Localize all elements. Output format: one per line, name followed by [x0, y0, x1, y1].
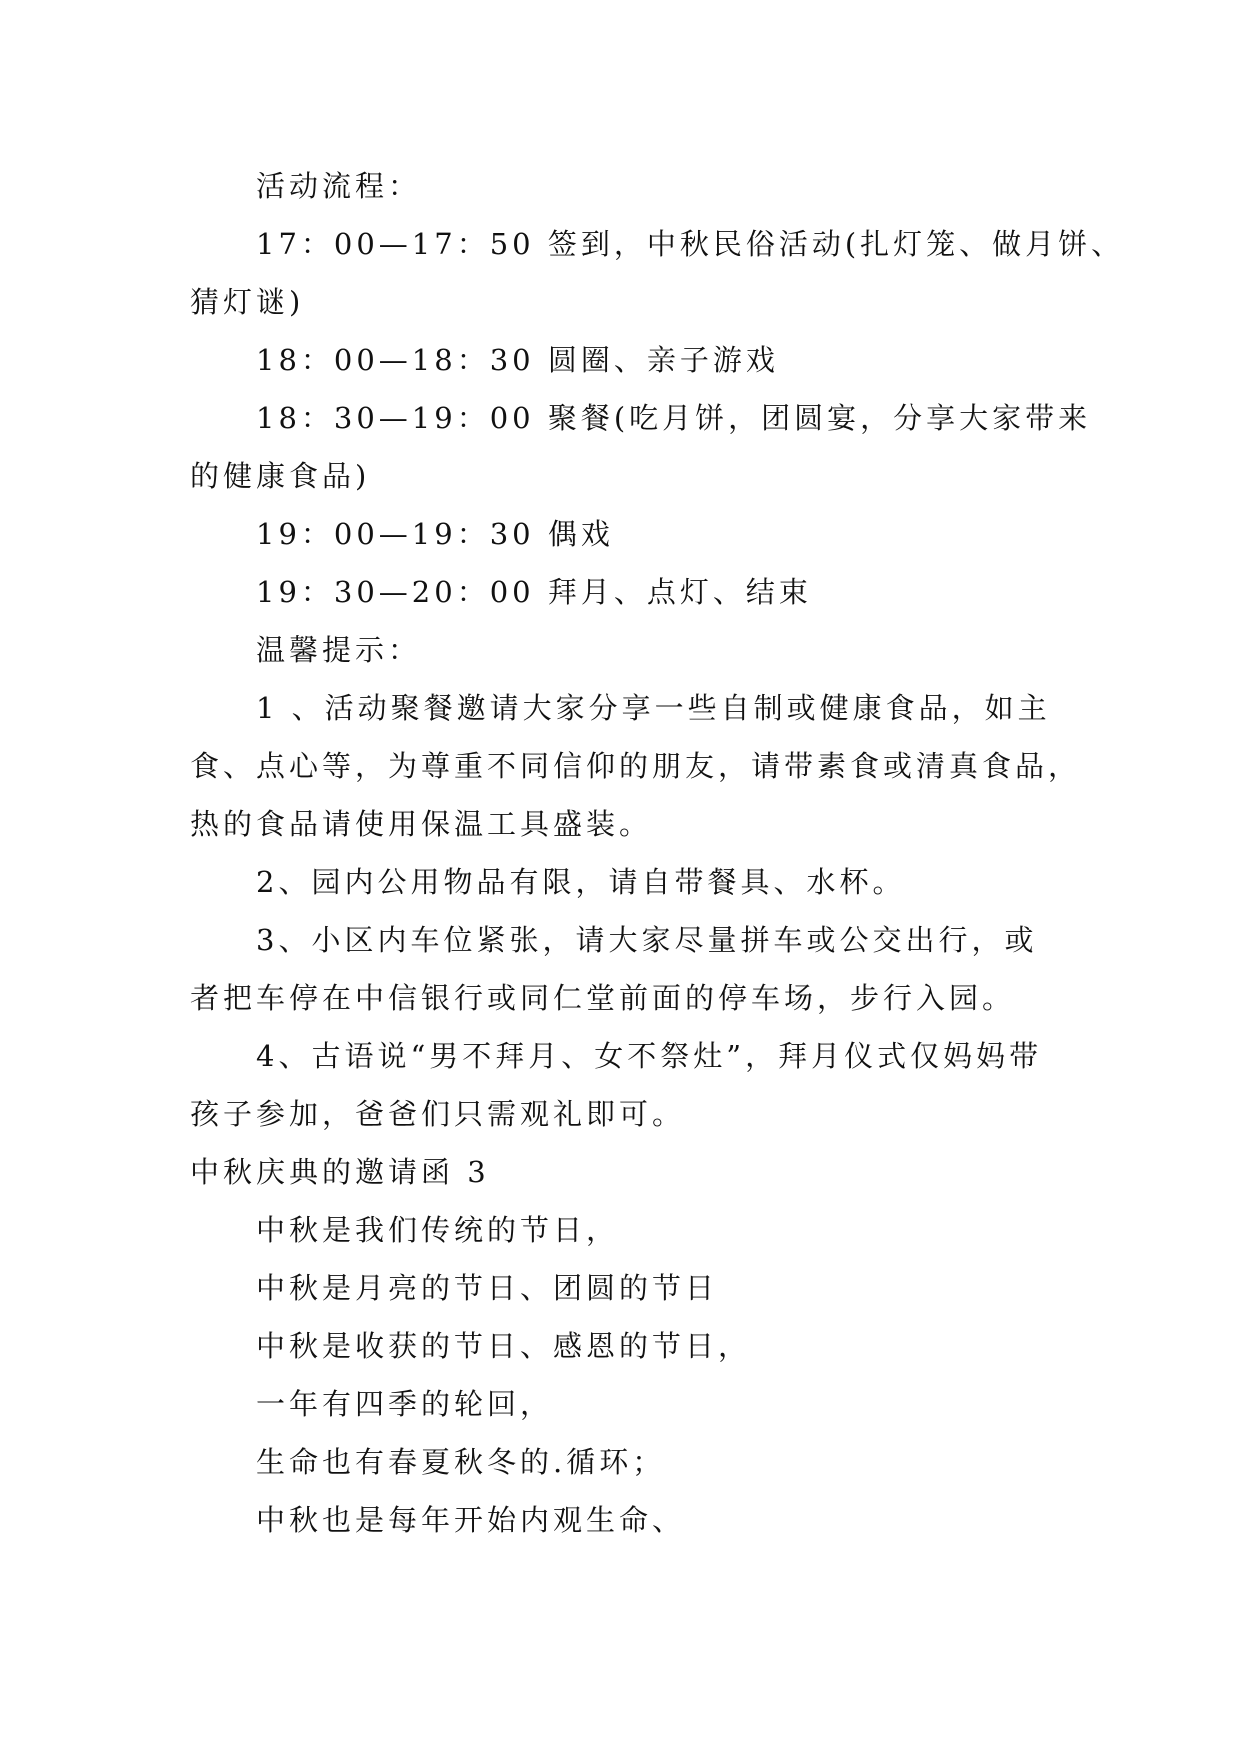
schedule-item-3: 18：30—19：00 聚餐(吃月饼，团圆宴，分享大家带来 [256, 401, 1092, 435]
schedule-item-1: 17：00—17：50 签到，中秋民俗活动(扎灯笼、做月饼、 [256, 227, 1125, 261]
schedule-item-5: 19：30—20：00 拜月、点灯、结束 [256, 575, 812, 609]
tip-4: 4、古语说“男不拜月、女不祭灶”，拜月仪式仅妈妈带 [256, 1039, 1043, 1073]
poem-line-5: 生命也有春夏秋冬的.循环； [256, 1445, 666, 1479]
tip-2: 2、园内公用物品有限，请自带餐具、水杯。 [256, 865, 906, 899]
tip-1: 1 、活动聚餐邀请大家分享一些自制或健康食品，如主 [256, 691, 1051, 725]
poem-line-4: 一年有四季的轮回， [256, 1387, 554, 1421]
section-title: 中秋庆典的邀请函 3 [190, 1155, 490, 1189]
schedule-item-3-cont: 的健康食品) [190, 459, 371, 493]
tips-heading: 温馨提示： [256, 633, 422, 667]
tip-4-cont: 孩子参加，爸爸们只需观礼即可。 [190, 1097, 686, 1131]
tip-1-cont-1: 食、点心等，为尊重不同信仰的朋友，请带素食或清真食品， [190, 749, 1082, 783]
poem-line-3: 中秋是收获的节日、感恩的节日， [256, 1329, 752, 1363]
schedule-item-2: 18：00—18：30 圆圈、亲子游戏 [256, 343, 779, 377]
tip-3: 3、小区内车位紧张，请大家尽量拼车或公交出行，或 [256, 923, 1038, 957]
poem-line-2: 中秋是月亮的节日、团圆的节日 [256, 1271, 719, 1305]
schedule-item-4: 19：00—19：30 偶戏 [256, 517, 614, 551]
tip-1-cont-2: 热的食品请使用保温工具盛装。 [190, 807, 653, 841]
tip-3-cont: 者把车停在中信银行或同仁堂前面的停车场，步行入园。 [190, 981, 1016, 1015]
poem-line-1: 中秋是我们传统的节日， [256, 1213, 620, 1247]
schedule-item-1-cont: 猜灯谜) [190, 285, 305, 319]
poem-line-6: 中秋也是每年开始内观生命、 [256, 1503, 686, 1537]
schedule-heading: 活动流程： [256, 169, 422, 203]
